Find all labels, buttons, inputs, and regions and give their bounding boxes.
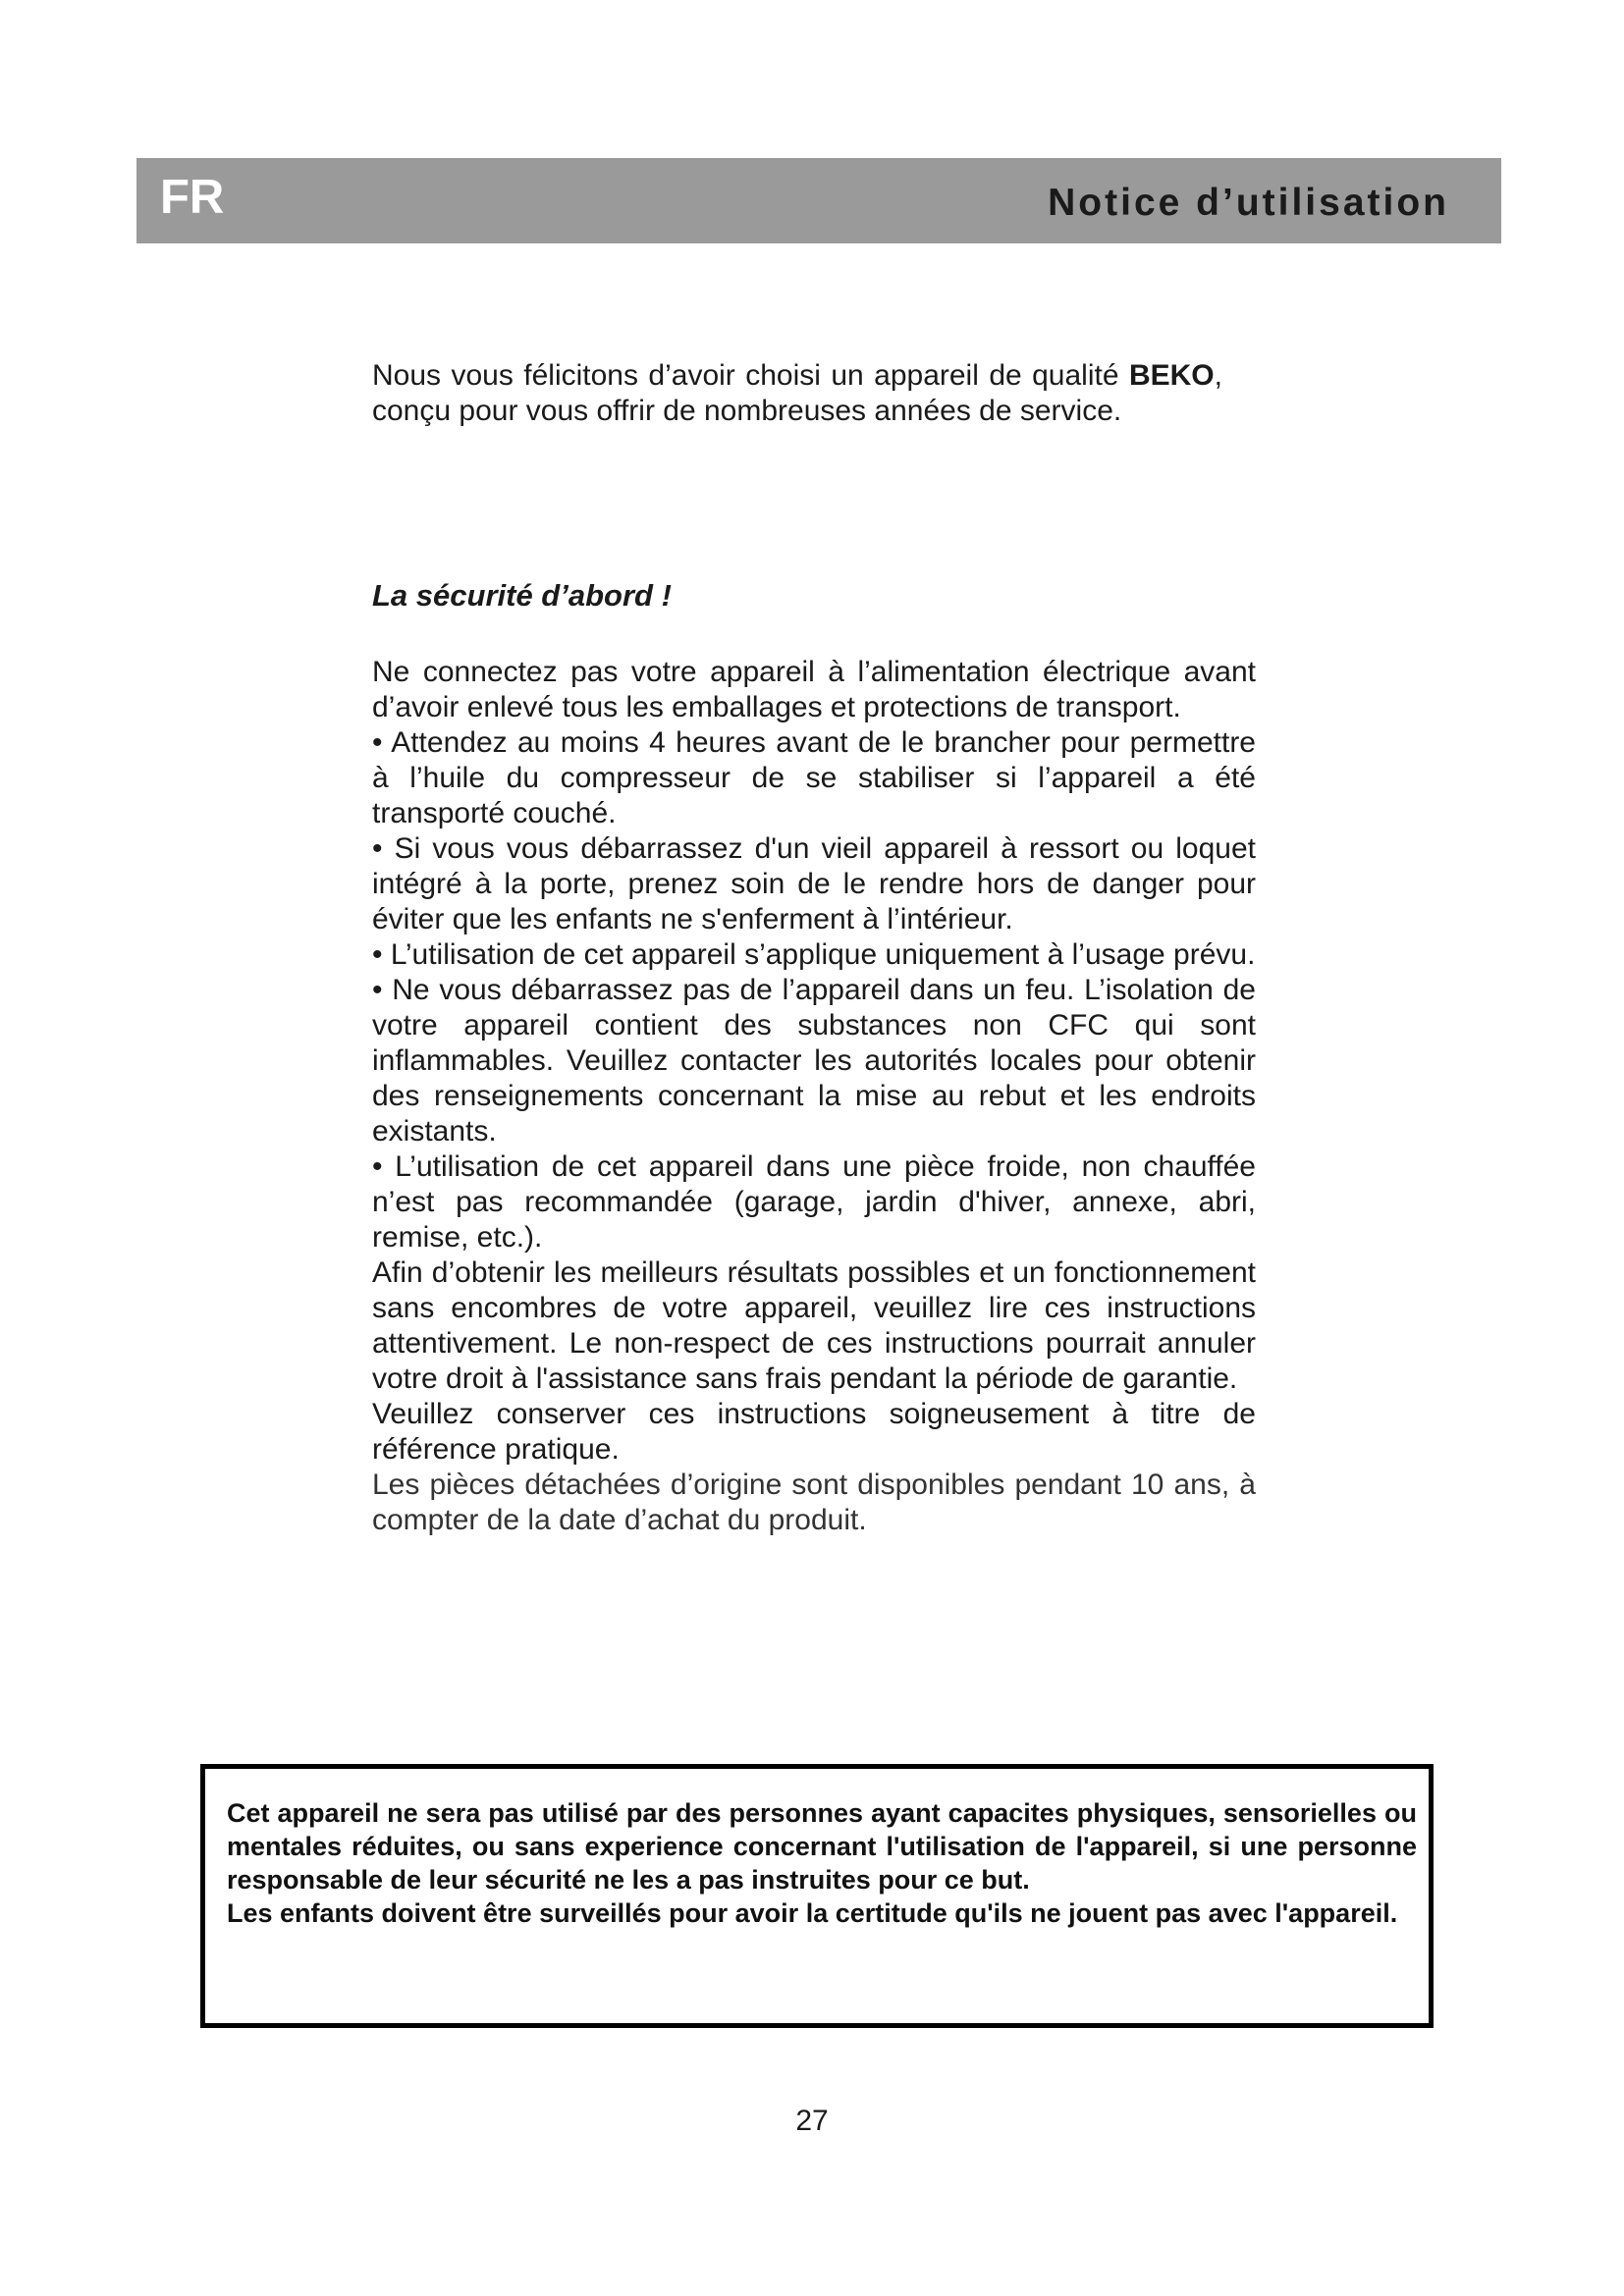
intro-section <box>372 358 1222 429</box>
warning-box <box>200 1764 1434 2028</box>
language-code: FR <box>160 171 225 224</box>
safety-paragraph: • Attendez au moins 4 heures avant de le brancher pour permettre à l’huile du compresseur de se stabiliser si l’appareil a été transporté couché. <box>372 726 1256 829</box>
intro-text-before: Nous vous félicitons d’avoir choisi un appareil de qualité <box>372 359 1129 392</box>
safety-paragraph: Afin d’obtenir les meilleurs résultats possibles et un fonctionnement sans encombres de votre appareil, veuillez lire ces instructions attentivement. Le non-respect de ces instructions pourrait annuler votre droit à l'assistance sans frais pendant la période de garantie. <box>372 1256 1256 1395</box>
document-title: Notice d’utilisation <box>1048 182 1449 224</box>
safety-paragraph: • Si vous vous débarrassez d'un vieil appareil à ressort ou loquet intégré à la porte, prenez soin de le rendre hors de danger pour éviter que les enfants ne s'enferment à l’intérieur. <box>372 832 1256 935</box>
intro-text-after: , conçu pour vous offrir de nombreuses années de service. <box>372 359 1222 427</box>
safety-paragraph: • L’utilisation de cet appareil dans une pièce froide, non chauffée n’est pas recommandée (garage, jardin d'hiver, annexe, abri, remise, etc.). <box>372 1150 1256 1254</box>
safety-section <box>372 655 1256 1538</box>
page-number: 27 <box>795 2105 829 2137</box>
safety-heading: La sécurité d’abord ! <box>372 578 672 613</box>
warning-box-content <box>227 1796 1417 1930</box>
warning-paragraph: Les enfants doivent être surveillés pour avoir la certitude qu'ils ne jouent pas avec l'appareil. <box>227 1898 1398 1928</box>
safety-paragraph: Ne connectez pas votre appareil à l’alimentation électrique avant d’avoir enlevé tous les emballages et protections de transport. <box>372 656 1256 723</box>
safety-paragraph: Veuillez conserver ces instructions soigneusement à titre de référence pratique. <box>372 1398 1256 1466</box>
spare-parts-note: Les pièces détachées d’origine sont disponibles pendant 10 ans, à compter de la date d’achat du produit. <box>372 1468 1256 1536</box>
header-bar <box>136 158 1501 243</box>
intro-paragraph <box>372 358 1222 429</box>
safety-paragraph: • Ne vous débarrassez pas de l’appareil dans un feu. L’isolation de votre appareil contient des substances non CFC qui sont inflammables. Veuillez contacter les autorités locales pour obtenir des renseignements concernant la mise au rebut et les endroits existants. <box>372 974 1256 1148</box>
safety-paragraph: • L’utilisation de cet appareil s’applique uniquement à l’usage prévu. <box>372 938 1256 971</box>
warning-paragraph: Cet appareil ne sera pas utilisé par des personnes ayant capacites physiques, sensorielles ou mentales réduites, ou sans experience concernant l'utilisation de l'appareil, si une personne responsable de leur sécurité ne les a pas instruites pour ce but. <box>227 1798 1417 1895</box>
brand-name: BEKO <box>1128 359 1215 392</box>
